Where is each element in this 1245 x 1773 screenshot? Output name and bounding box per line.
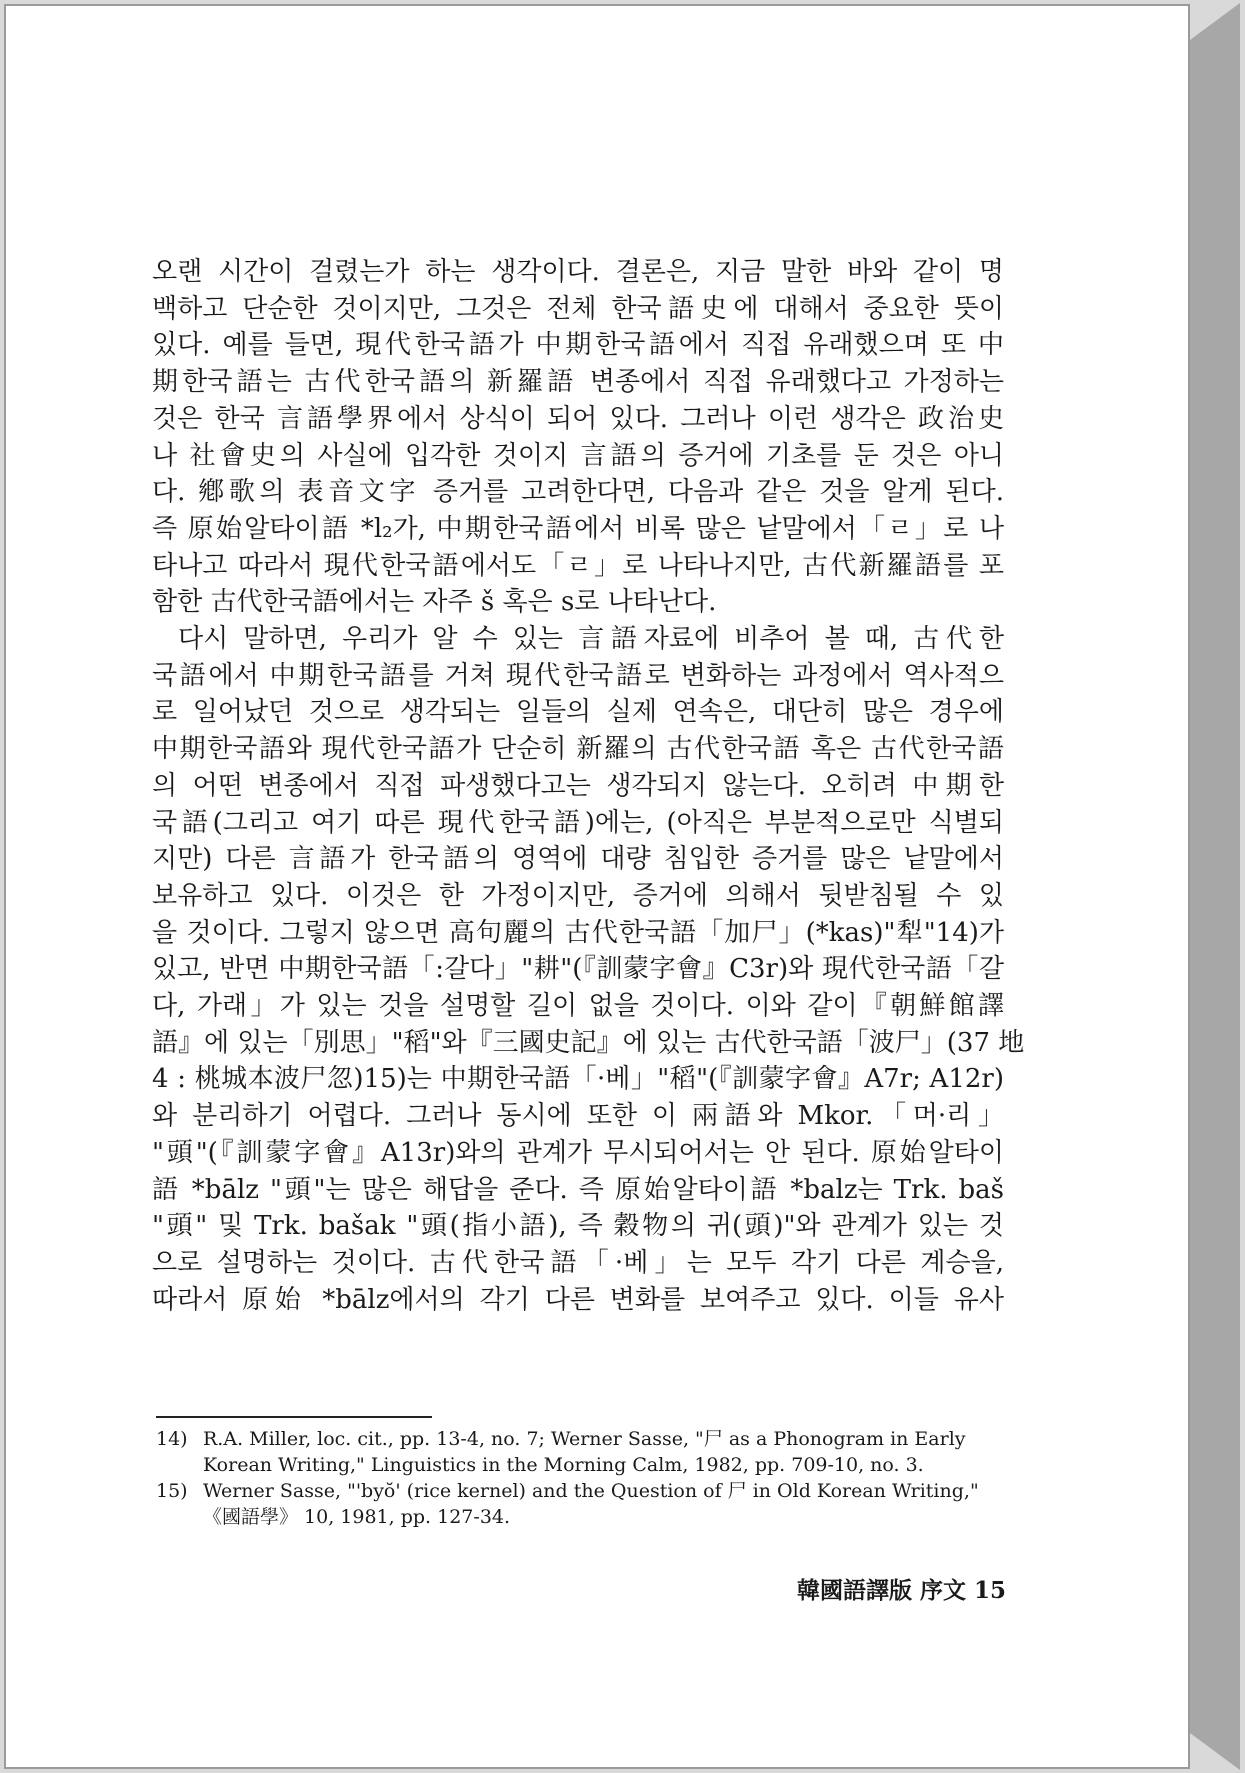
text-line: 즉 原始알타이語 *l₂가, 中期한국語에서 비록 많은 낱말에서「ㄹ」로 나 [152, 513, 1004, 544]
text-line: 語』에 있는「別思」"稻"와『三國史記』에 있는 古代한국語「波尸」(37 地 [152, 1027, 1025, 1058]
text-line: 다. 鄕歌의 表音文字 증거를 고려한다면, 다음과 같은 것을 알게 된다. [152, 477, 1004, 508]
text-line: 따라서 原始 *bālz에서의 각기 다른 변화를 보여주고 있다. 이들 유사 [152, 1284, 1004, 1315]
paragraph-start-line: 다시 말하면, 우리가 알 수 있는 言語자료에 비추어 볼 때, 古代한 [178, 624, 1004, 655]
text-line: 함한 古代한국語에서는 자주 š 혹은 s로 나타난다. [152, 587, 717, 618]
text-line: 의 어떤 변종에서 직접 파생했다고는 생각되지 않는다. 오히려 中期한 [152, 770, 1004, 801]
footnote-15-continued: 《國語學》 10, 1981, pp. 127-34. [203, 1506, 511, 1528]
text-line: "頭"(『訓蒙字會』A13r)와의 관계가 무시되어서는 안 된다. 原始알타이 [152, 1137, 1004, 1168]
footnote-15 [156, 1478, 1006, 1504]
text-line: 나 社會史의 사실에 입각한 것이지 言語의 증거에 기초를 둔 것은 아니 [152, 440, 1004, 471]
text-line: 期한국語는 古代한국語의 新羅語 변종에서 직접 유래했다고 가정하는 [152, 367, 1004, 398]
text-line: 국語에서 中期한국語를 거쳐 現代한국語로 변화하는 과정에서 역사적으 [152, 660, 1004, 691]
footnote-text: R.A. Miller, loc. cit., pp. 13-4, no. 7; Werner Sasse, "尸 as a Phonogram in Early [203, 1428, 966, 1450]
footnote-14 [156, 1426, 1006, 1452]
document-page [4, 4, 1190, 1769]
text-line: 보유하고 있다. 이것은 한 가정이지만, 증거에 의해서 뒷받침될 수 있 [152, 880, 1004, 911]
text-line: 지만) 다른 言語가 한국語의 영역에 대량 침입한 증거를 많은 낱말에서 [152, 844, 1004, 875]
text-line: 국語(그리고 여기 따른 現代한국語)에는, (아직은 부분적으로만 식별되 [152, 807, 1004, 838]
text-line: 로 일어났던 것으로 생각되는 일들의 실제 연속은, 대단히 많은 경우에 [152, 697, 1004, 728]
text-line: 다, 가래」가 있는 것을 설명할 길이 없을 것이다. 이와 같이『朝鮮館譯 [152, 991, 1004, 1022]
page-edge-top-corner [1190, 0, 1244, 40]
footnotes [156, 1426, 1006, 1530]
text-line: 것은 한국 言語學界에서 상식이 되어 있다. 그러나 이런 생각은 政治史 [152, 403, 1004, 434]
body-text [152, 254, 1025, 1318]
text-line: 백하고 단순한 것이지만, 그것은 전체 한국語史에 대해서 중요한 뜻이 [152, 293, 1004, 324]
running-footer: 韓國語譯版 序文 15 [796, 1577, 1006, 1604]
footnote-number: 14) [156, 1428, 188, 1450]
text-line: 타나고 따라서 現代한국語에서도「ㄹ」로 나타나지만, 古代新羅語를 포 [152, 550, 1004, 581]
page-edge-bottom-corner [1190, 1733, 1244, 1773]
footnote-text: Werner Sasse, "'byŏ' (rice kernel) and the Question of 尸 in Old Korean Writing," [203, 1480, 979, 1502]
footnote-separator [156, 1416, 432, 1418]
text-line: 中期한국語와 現代한국語가 단순히 新羅의 古代한국語 혹은 古代한국語 [152, 734, 1004, 765]
text-line: 와 분리하기 어렵다. 그러나 동시에 또한 이 兩語와 Mkor.「머·리」 [152, 1101, 1004, 1132]
text-line: "頭" 및 Trk. bašak "頭(指小語), 즉 穀物의 귀(頭)"와 관계가 있는 것 [152, 1211, 1004, 1242]
text-line: 오랜 시간이 걸렸는가 하는 생각이다. 결론은, 지금 말한 바와 같이 명 [152, 257, 1004, 287]
text-line: 있다. 예를 들면, 現代한국語가 中期한국語에서 직접 유래했으며 또 中 [152, 330, 1004, 361]
text-line: 을 것이다. 그렇지 않으면 高句麗의 古代한국語「加尸」(*kas)"犁"14)가 [152, 917, 1004, 948]
footnote-number: 15) [156, 1480, 188, 1502]
text-line: 語 *bālz "頭"는 많은 해답을 준다. 즉 原始알타이語 *balz는 Trk. baš [152, 1174, 1004, 1205]
text-line: 있고, 반면 中期한국語「:갈다」"耕"(『訓蒙字會』C3r)와 現代한국語「갈 [152, 954, 1004, 985]
text-line: 으로 설명하는 것이다. 古代한국語「·베」는 모두 각기 다른 계승을, [152, 1247, 1004, 1278]
footnote-14-continued: Korean Writing," Linguistics in the Morning Calm, 1982, pp. 709-10, no. 3. [203, 1454, 924, 1476]
page-edge-shadow [1190, 0, 1240, 1773]
text-line: 4 : 桃城本波尸忽)15)는 中期한국語「·베」"稻"(『訓蒙字會』A7r; A12r) [152, 1064, 1004, 1095]
